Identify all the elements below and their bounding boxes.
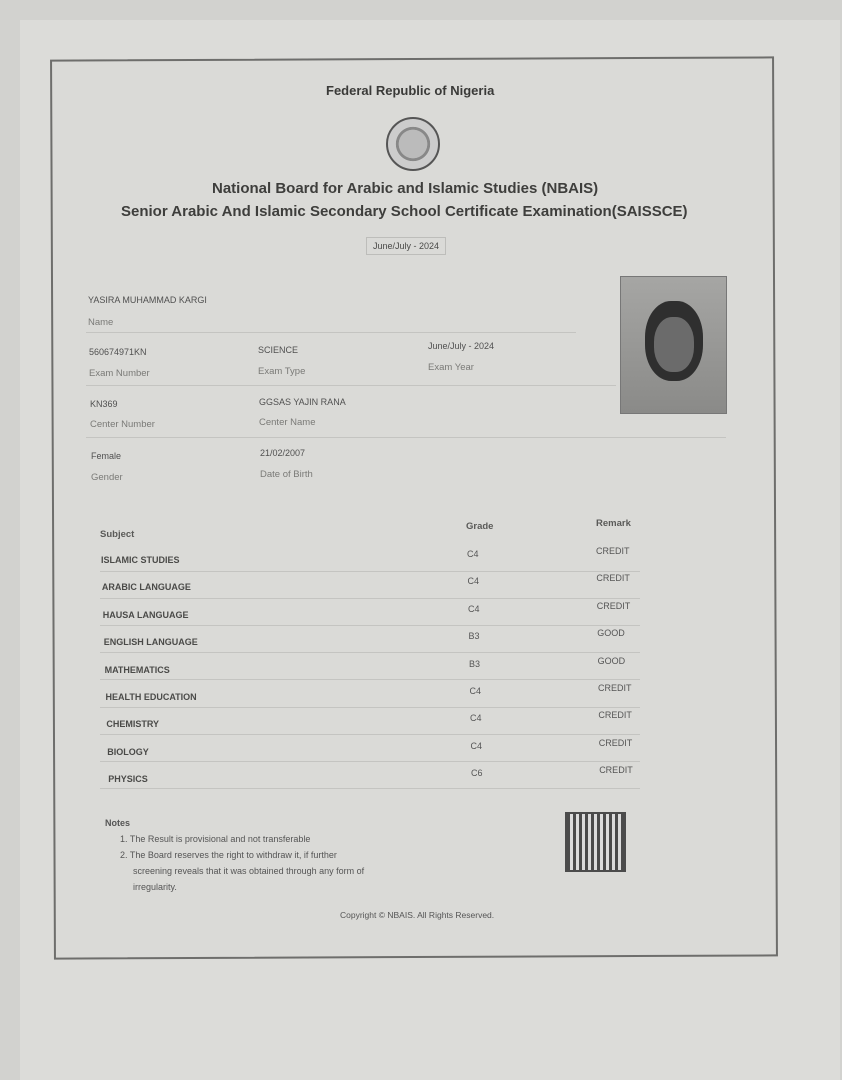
result-grade: C4 <box>470 713 482 724</box>
result-remark: CREDIT <box>596 573 630 584</box>
result-grade: C4 <box>469 686 482 696</box>
result-remark: GOOD <box>597 655 626 666</box>
exam-number-label: Exam Number <box>89 368 150 379</box>
result-remark: CREDIT <box>598 710 632 721</box>
result-subject: ARABIC LANGUAGE <box>101 582 191 593</box>
result-grade: C6 <box>471 768 483 779</box>
result-remark: GOOD <box>597 628 625 639</box>
result-subject: ENGLISH LANGUAGE <box>103 637 198 648</box>
result-subject: MATHEMATICS <box>104 664 170 675</box>
result-remark: CREDIT <box>596 600 631 611</box>
divider <box>86 437 726 438</box>
result-remark: CREDIT <box>598 683 632 693</box>
divider <box>86 385 616 386</box>
country-title: Federal Republic of Nigeria <box>326 83 495 98</box>
row-divider <box>100 571 640 572</box>
result-remark: CREDIT <box>599 765 633 776</box>
row-divider <box>100 679 640 680</box>
exam-year-value: June/July - 2024 <box>428 341 495 351</box>
grade-header: Grade <box>466 521 494 532</box>
result-subject: HAUSA LANGUAGE <box>102 609 189 620</box>
row-divider <box>100 761 640 762</box>
gender-value: Female <box>91 451 122 461</box>
subject-header: Subject <box>100 529 135 540</box>
center-name-value: GGSAS YAJIN RANA <box>259 397 346 407</box>
exam-type-label: Exam Type <box>258 366 306 377</box>
dob-label: Date of Birth <box>260 469 313 480</box>
note-2-cont: irregularity. <box>133 882 177 892</box>
row-divider <box>100 598 640 599</box>
result-grade: C4 <box>468 603 480 614</box>
result-grade: C4 <box>467 576 480 587</box>
exam-type-value: SCIENCE <box>258 345 299 355</box>
center-name-label: Center Name <box>259 417 316 428</box>
gender-label: Gender <box>91 472 123 483</box>
result-subject: BIOLOGY <box>107 746 149 757</box>
result-grade: C4 <box>467 549 479 559</box>
exam-number-value: 560674971KN <box>89 347 147 357</box>
note-2: 2. The Board reserves the right to withdraw it, if further <box>120 850 337 860</box>
result-grade: C4 <box>470 740 483 751</box>
qr-code <box>565 812 626 872</box>
result-subject: ISLAMIC STUDIES <box>101 555 180 565</box>
result-subject: PHYSICS <box>108 774 148 785</box>
copyright: Copyright © NBAIS. All Rights Reserved. <box>340 910 495 920</box>
dob-value: 21/02/2007 <box>260 448 306 458</box>
name-value: YASIRA MUHAMMAD KARGI <box>88 295 207 305</box>
result-subject: CHEMISTRY <box>106 719 160 730</box>
nbais-seal-logo <box>386 117 440 171</box>
row-divider <box>100 734 640 735</box>
remark-header: Remark <box>596 518 631 529</box>
center-number-value: KN369 <box>90 399 118 409</box>
result-remark: CREDIT <box>598 737 633 748</box>
name-label: Name <box>88 317 114 328</box>
row-divider <box>100 625 640 626</box>
exam-session: June/July - 2024 <box>366 237 446 255</box>
center-number-label: Center Number <box>90 419 155 430</box>
row-divider <box>100 652 640 653</box>
note-2-cont: screening reveals that it was obtained through any form of <box>133 866 365 876</box>
result-grade: B3 <box>468 631 480 642</box>
row-divider <box>100 788 640 789</box>
note-1: 1. The Result is provisional and not transferable <box>120 834 311 844</box>
result-subject: HEALTH EDUCATION <box>105 692 197 702</box>
result-grade: B3 <box>469 658 481 669</box>
notes-title: Notes <box>105 818 131 828</box>
divider <box>86 332 576 333</box>
candidate-photo <box>620 276 727 414</box>
exam-year-label: Exam Year <box>428 362 474 373</box>
row-divider <box>100 707 640 708</box>
result-remark: CREDIT <box>596 546 630 556</box>
exam-title: Senior Arabic And Islamic Secondary School Certificate Examination(SAISSCE) <box>121 203 688 220</box>
board-title: National Board for Arabic and Islamic Studies (NBAIS) <box>212 180 599 197</box>
